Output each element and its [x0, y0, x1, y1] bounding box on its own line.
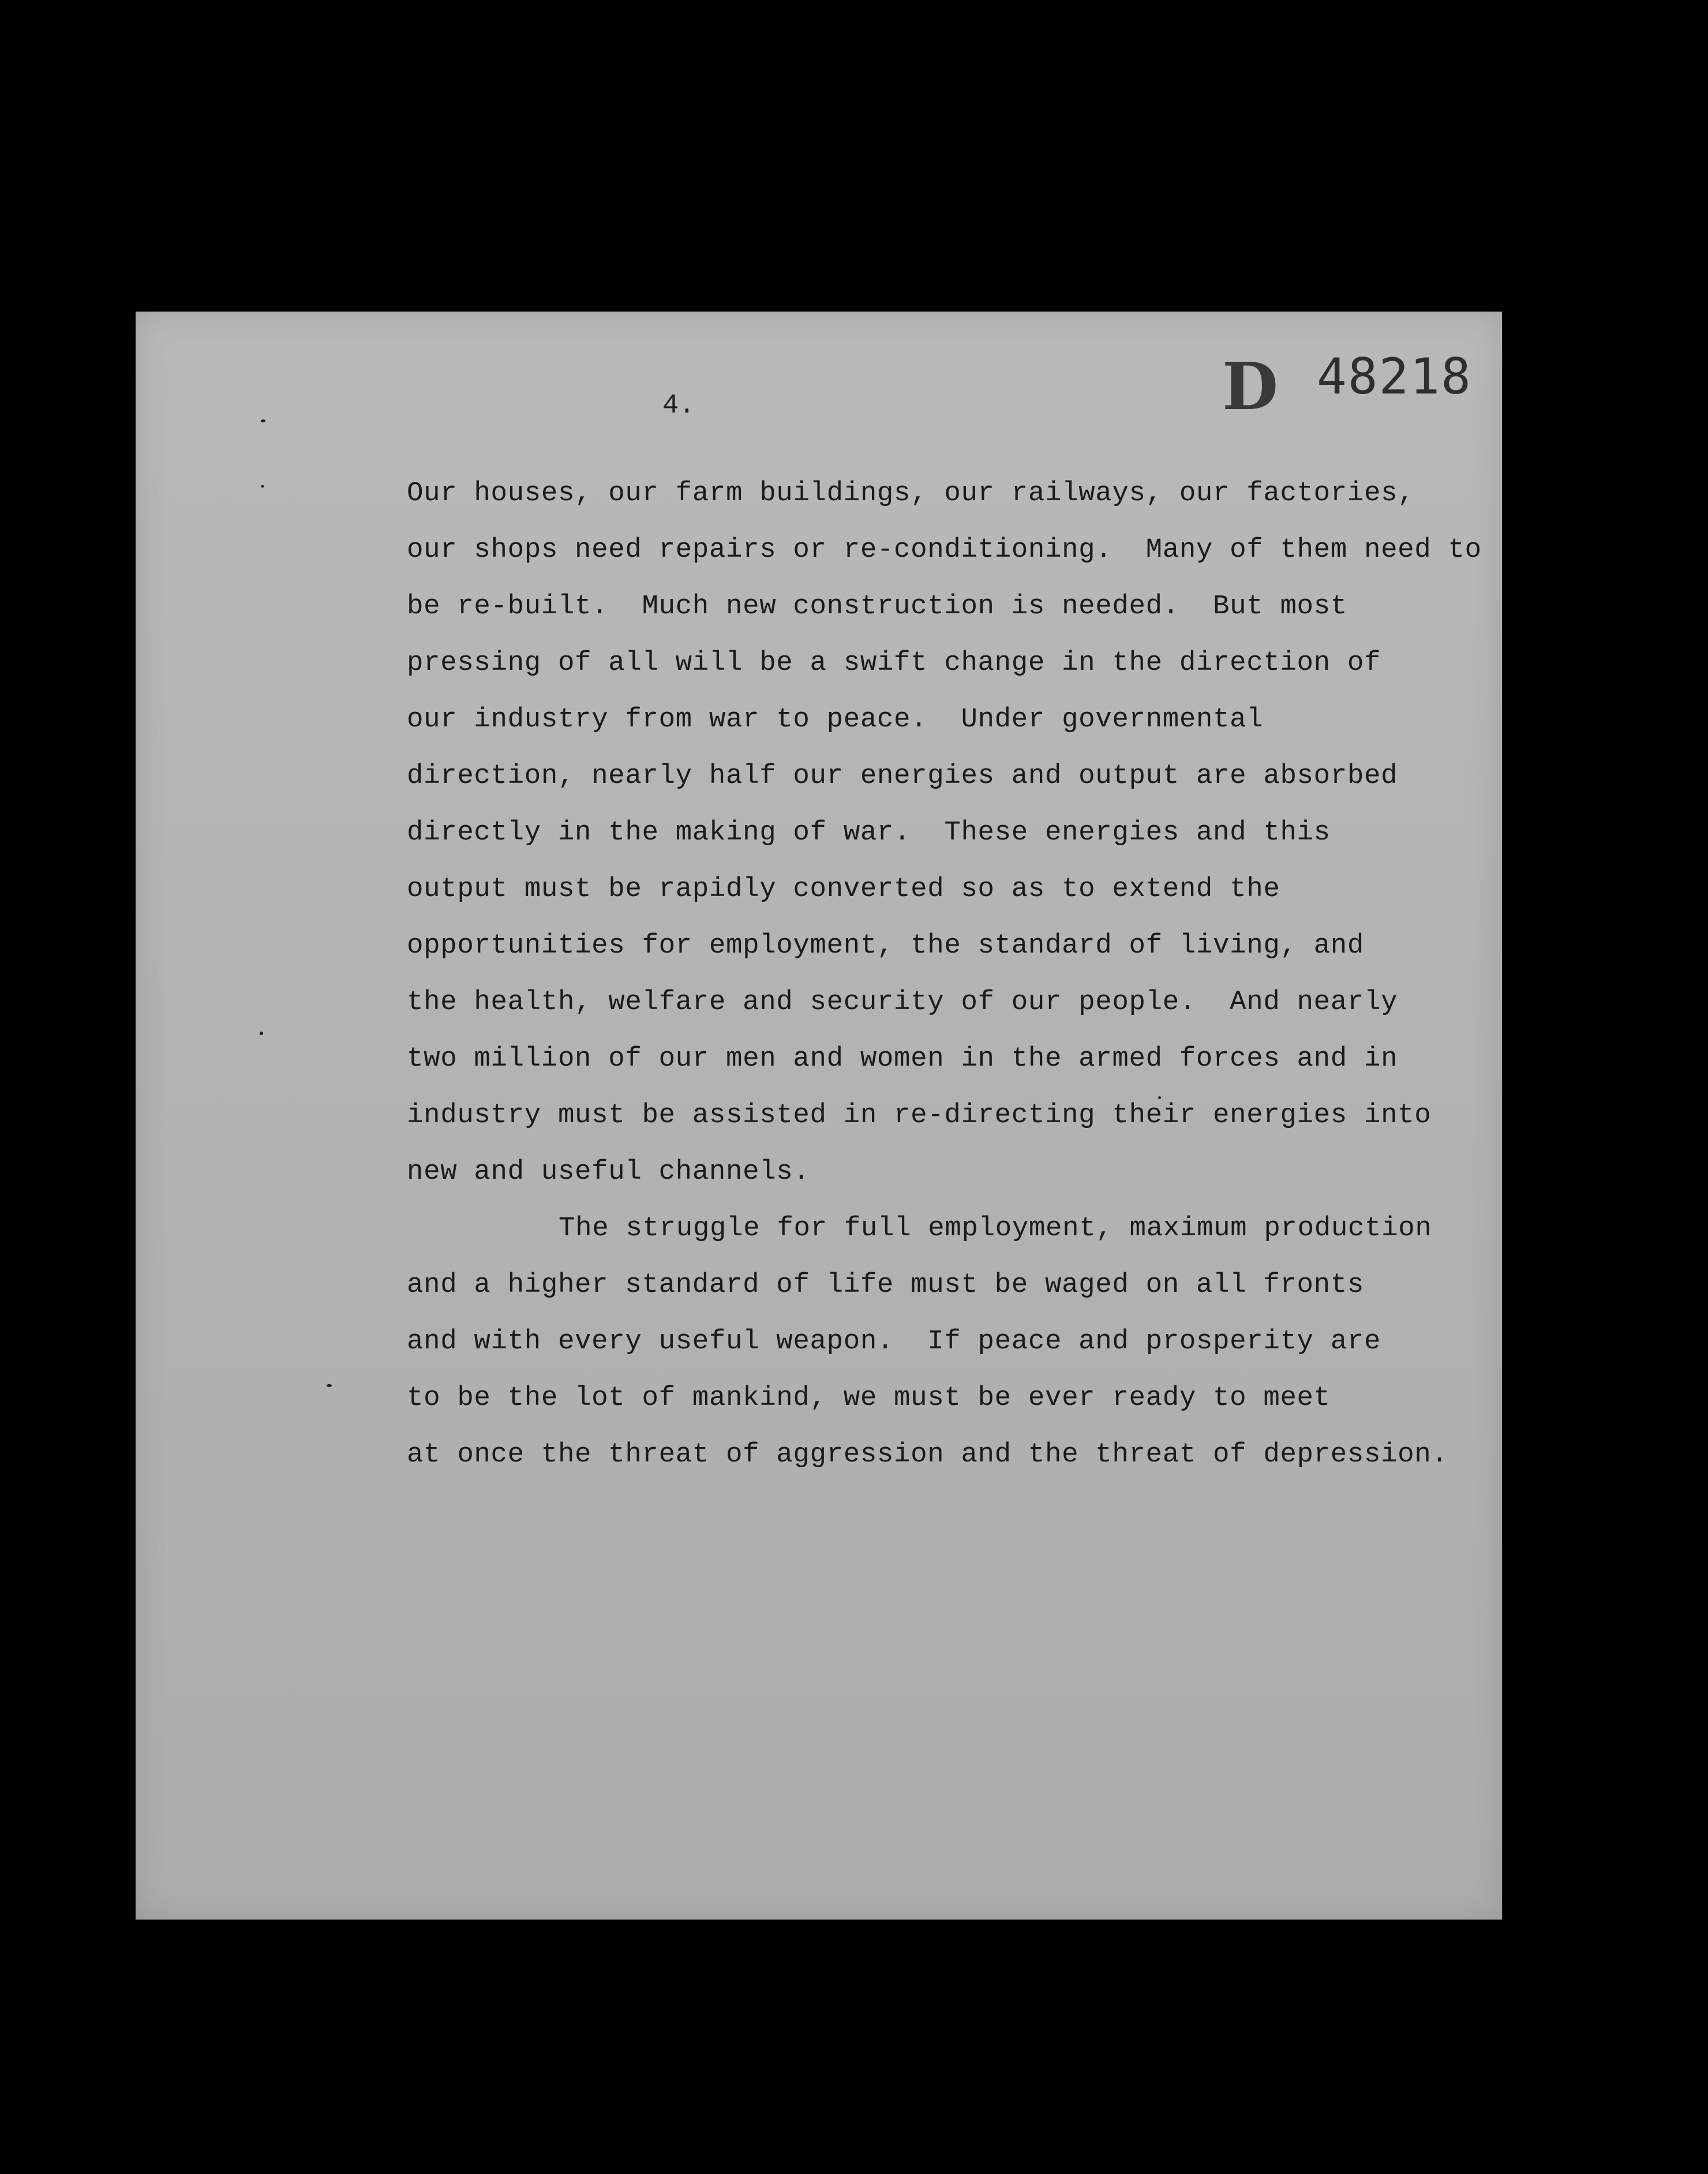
text-line: directly in the making of war. These energies and this	[407, 817, 1331, 848]
text-line: new and useful channels.	[407, 1156, 810, 1187]
text-line: Our houses, our farm buildings, our railways, our factories,	[407, 478, 1415, 509]
page-number: 4.	[662, 391, 695, 421]
paper-speck	[261, 419, 265, 422]
text-line: be re-built. Much new construction is needed. But most	[407, 591, 1347, 622]
text-line: direction, nearly half our energies and output are absorbed	[407, 760, 1398, 792]
text-line: and a higher standard of life must be waged on all fronts	[407, 1269, 1364, 1300]
stamp-letter: D	[1222, 349, 1279, 425]
paragraph-first-line: The struggle for full employment, maximum production	[559, 1213, 1432, 1244]
paper-speck	[1158, 1096, 1161, 1099]
text-line: the health, welfare and security of our people. And nearly	[407, 987, 1398, 1018]
text-line: at once the threat of aggression and the threat of depression.	[407, 1439, 1448, 1470]
document-number: 48218	[1317, 348, 1472, 406]
text-line: industry must be assisted in re-directing their energies into	[407, 1100, 1432, 1131]
text-line: to be the lot of mankind, we must be ever ready to meet	[407, 1382, 1331, 1414]
text-line: output must be rapidly converted so as to extend the	[407, 874, 1280, 905]
text-line: and with every useful weapon. If peace and prosperity are	[407, 1326, 1381, 1357]
text-line: our shops need repairs or re-conditioning. Many of them need to	[407, 534, 1482, 565]
text-line: opportunities for employment, the standard of living, and	[407, 930, 1364, 961]
paper-speck	[260, 1032, 263, 1035]
text-line: our industry from war to peace. Under governmental	[407, 704, 1264, 735]
paper-speck	[261, 485, 264, 488]
paper-speck	[327, 1384, 332, 1387]
text-line: two million of our men and women in the armed forces and in	[407, 1043, 1398, 1074]
text-line: pressing of all will be a swift change in the direction of	[407, 647, 1381, 679]
